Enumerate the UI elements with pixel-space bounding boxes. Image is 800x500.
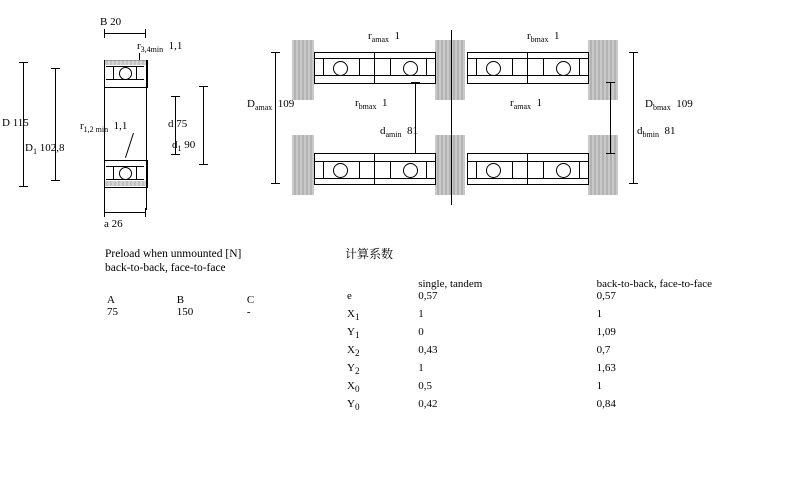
dim-d1-line — [203, 86, 204, 164]
factor-paired-Y2: 1,63 — [596, 362, 616, 374]
dim-Dbmax-line — [633, 52, 634, 183]
dim-Damax-label: $D_{amax}$ 109 — [247, 98, 295, 113]
dim-rbmax-mid-label: $r_{bmax}$ 1 — [355, 97, 388, 112]
upper-hatch — [104, 60, 146, 65]
dim-D-tick-bottom — [19, 186, 28, 187]
table-row — [345, 308, 785, 326]
preload-table-subtitle: back-to-back, face-to-face — [105, 262, 226, 274]
preload-values-table — [105, 294, 305, 328]
housing-center-right-bottom — [588, 135, 618, 195]
dim-d1-tick-bottom — [199, 164, 208, 165]
dim-damin-label: $d_{amin}$ 81 — [380, 125, 418, 140]
factors-values-table — [345, 278, 785, 416]
dim-rbmax-top-label: $r_{bmax}$ 1 — [527, 30, 560, 45]
factor-paired-X1: 1 — [596, 308, 603, 320]
factor-label-Y0: $Y_0$ — [347, 398, 360, 413]
table-row — [345, 290, 785, 308]
preload-table — [105, 248, 335, 328]
dim-a-tick-left — [104, 208, 105, 217]
factors-header-row — [345, 278, 785, 290]
housing-left-bottom — [292, 135, 314, 195]
housing-center-left-top — [435, 40, 465, 100]
factor-single-Y2: 1 — [418, 362, 424, 374]
dim-Dbmax-tick-bottom — [629, 183, 638, 184]
table-row — [345, 398, 785, 416]
dim-ramax-mid-label: $r_{amax}$ 1 — [510, 97, 542, 112]
dim-a-line — [104, 212, 146, 213]
factor-single-X0: 0,5 — [418, 380, 432, 392]
dim-Dbmax-label: $D_{bmax}$ 109 — [645, 98, 693, 113]
dim-D1-label: $D_1$ 102,8 — [25, 142, 65, 157]
preload-header-row — [105, 294, 305, 306]
dim-d-tick-top — [171, 96, 180, 97]
preload-value-row — [105, 306, 305, 328]
dim-D1-line — [55, 68, 56, 180]
dim-Damax-line — [275, 52, 276, 183]
dim-B-tick-right — [145, 29, 146, 38]
dim-D1-tick-top — [51, 68, 60, 69]
left-pair-upper — [314, 52, 436, 84]
left-drawing-group — [0, 0, 250, 240]
dim-B-tick-left — [104, 29, 105, 38]
dim-D-tick-top — [19, 62, 28, 63]
factor-label-X2: $X_2$ — [347, 344, 360, 359]
factor-paired-Y0: 0,84 — [596, 398, 616, 410]
upper-ring-detail — [106, 62, 144, 84]
preload-col-B: B — [176, 294, 185, 306]
factor-paired-X2: 0,7 — [596, 344, 611, 356]
preload-value-B: 150 — [176, 306, 194, 318]
dim-Damax-tick-top — [271, 52, 280, 53]
factors-table-title: 计算系数 — [345, 247, 394, 261]
housing-center-left-bottom — [435, 135, 465, 195]
dim-D-label: D 115 — [2, 117, 29, 129]
preload-value-A: 75 — [107, 306, 118, 318]
right-drawing-group — [247, 0, 800, 240]
dim-dbmin-tick-bottom — [606, 153, 615, 154]
dim-B-label: B 20 — [100, 16, 122, 28]
dim-ramax-top-label: $r_{amax}$ 1 — [368, 30, 400, 45]
dim-dbmin-label: $d_{bmin}$ 81 — [637, 125, 676, 140]
center-axis — [451, 30, 452, 205]
housing-center-right-top — [588, 40, 618, 100]
dim-dbmin-line — [610, 82, 611, 153]
dim-d1-label: $d_1$ 90 — [172, 139, 196, 154]
factor-single-e: 0,57 — [418, 290, 438, 302]
factor-paired-Y1: 1,09 — [596, 326, 616, 338]
preload-value-C: - — [246, 306, 251, 318]
dim-damin-tick-bottom — [411, 153, 420, 154]
dim-r34min-label: $r_{3,4min}$ 1,1 — [137, 40, 183, 55]
preload-col-A: A — [107, 294, 115, 306]
dim-d1-tick-top — [199, 86, 208, 87]
table-row — [345, 362, 785, 380]
bearing-right-edge — [146, 60, 147, 210]
factor-label-X0: $X_0$ — [347, 380, 360, 395]
dim-D1-tick-bottom — [51, 180, 60, 181]
factors-col-single-tandem: single, tandem — [418, 278, 483, 290]
dim-a-label: a 26 — [104, 218, 123, 230]
dim-d-label: d 75 — [168, 118, 188, 130]
dim-B-line — [104, 33, 146, 34]
dim-dbmin-tick-top — [606, 82, 615, 83]
lower-hatch — [104, 181, 146, 186]
dim-Dbmax-tick-top — [629, 52, 638, 53]
factor-paired-e: 0,57 — [596, 290, 616, 302]
table-row — [345, 344, 785, 362]
factor-single-X2: 0,43 — [418, 344, 438, 356]
factors-col-paired: back-to-back, face-to-face — [596, 278, 713, 290]
table-row — [345, 380, 785, 398]
housing-left-top — [292, 40, 314, 100]
factor-paired-X0: 1 — [596, 380, 603, 392]
left-pair-lower — [314, 153, 436, 185]
factor-label-Y2: $Y_2$ — [347, 362, 360, 377]
dim-r12min-leader — [125, 133, 134, 158]
factors-table — [345, 248, 795, 416]
dim-a-tick-right — [145, 208, 146, 217]
right-pair-upper — [467, 52, 589, 84]
preload-table-title: Preload when unmounted [N] — [105, 248, 242, 260]
dim-damin-tick-top — [411, 82, 420, 83]
dim-Damax-tick-bottom — [271, 183, 280, 184]
table-row — [345, 326, 785, 344]
factor-label-Y1: $Y_1$ — [347, 326, 360, 341]
factor-single-X1: 1 — [418, 308, 424, 320]
right-pair-lower — [467, 153, 589, 185]
factor-label-X1: $X_1$ — [347, 308, 360, 323]
dim-r12min-label: $r_{1,2 min}$ 1,1 — [80, 120, 128, 135]
preload-col-C: C — [246, 294, 255, 306]
factor-label-e: e — [347, 290, 352, 302]
dim-damin-line — [415, 82, 416, 153]
factor-single-Y1: 0 — [418, 326, 424, 338]
factors-col-blank — [345, 278, 416, 290]
factor-single-Y0: 0,42 — [418, 398, 438, 410]
